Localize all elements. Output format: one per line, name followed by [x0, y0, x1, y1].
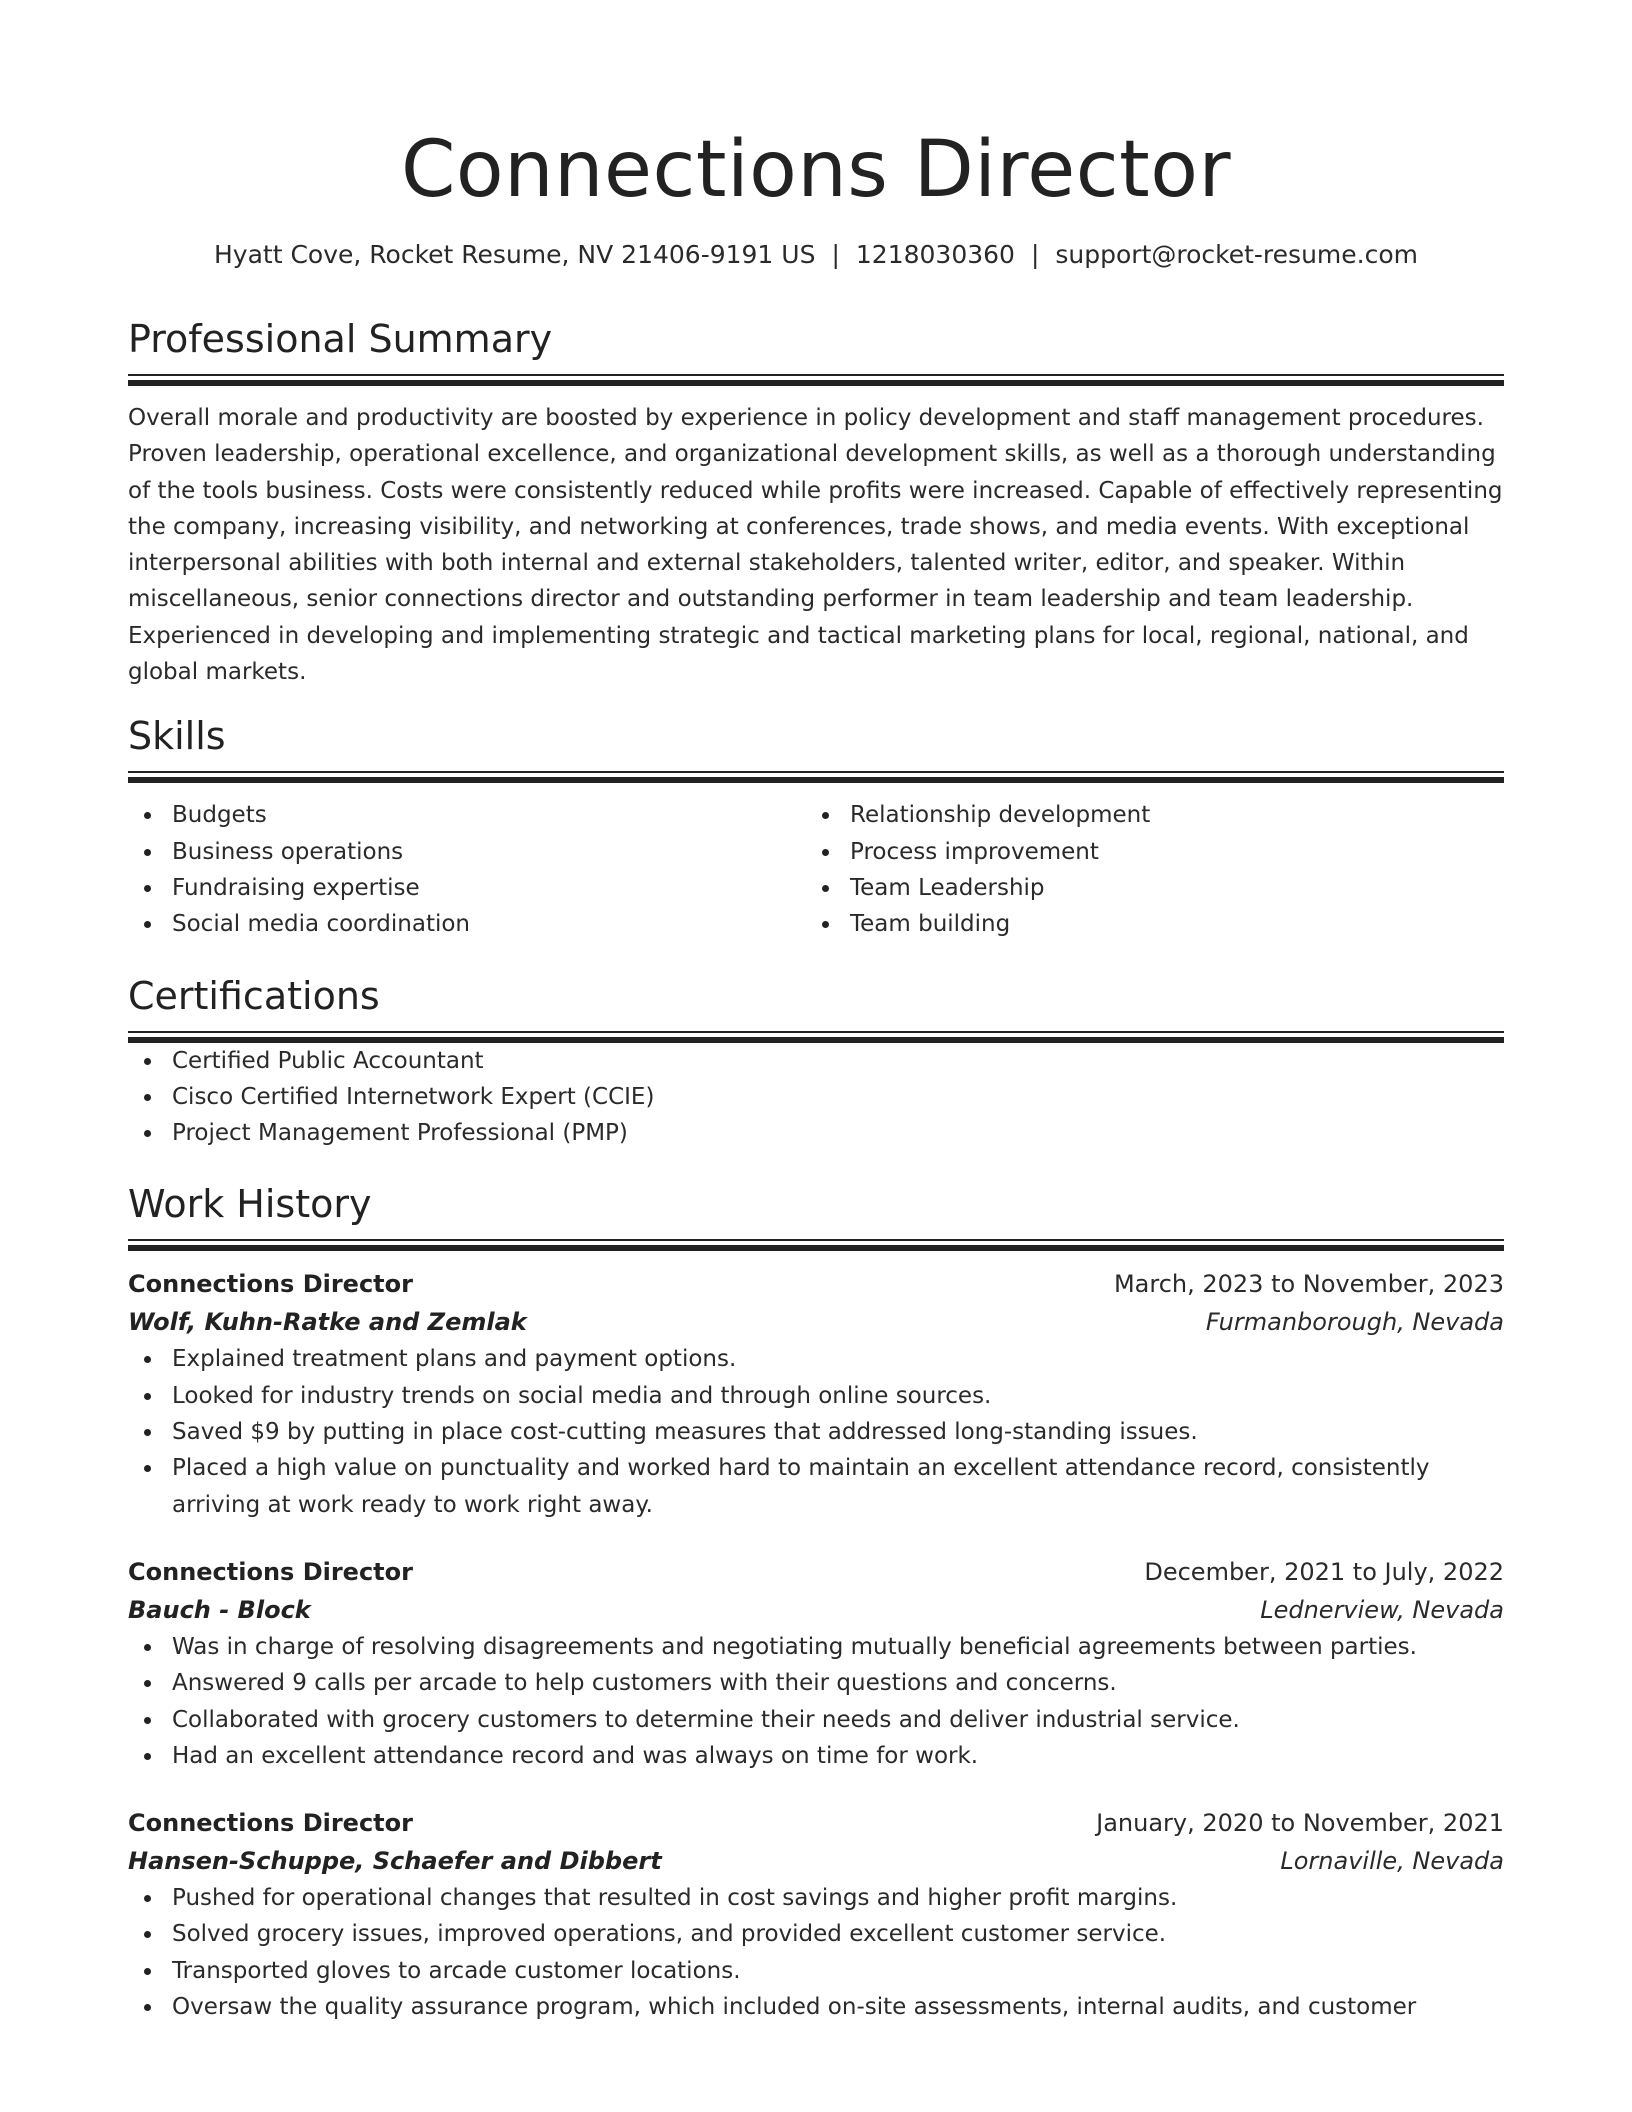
resume-page [128, 0, 1504, 2025]
work-history-heading: Work History [128, 1182, 372, 1227]
job-company-row [128, 1303, 1504, 1341]
certification-item: Project Management Professional (PMP) [128, 1115, 1504, 1151]
job-dates: December, 2021 to July, 2022 [1144, 1557, 1504, 1586]
skill-item: Team building [806, 906, 1484, 942]
skills-list-right [806, 797, 1484, 942]
certifications-heading: Certifications [128, 973, 380, 1018]
job-header-row [128, 1553, 1504, 1591]
job-duty-item: Was in charge of resolving disagreements and negotiating mutually beneficial agreements between parties. [128, 1629, 1504, 1665]
section-divider [128, 1031, 1504, 1043]
job-duty-item: Looked for industry trends on social media and through online sources. [128, 1378, 1504, 1414]
section-divider [128, 1239, 1504, 1251]
job-duty-item: Had an excellent attendance record and was always on time for work. [128, 1738, 1504, 1774]
job-duties-list [128, 1880, 1504, 2025]
job-duty-item: Solved grocery issues, improved operations, and provided excellent customer service. [128, 1916, 1504, 1952]
skills-grid [128, 797, 1504, 942]
skills-list-left [128, 797, 806, 942]
job-dates: January, 2020 to November, 2021 [1096, 1809, 1504, 1838]
candidate-name: Connections Director [400, 125, 1232, 215]
contact-address: Hyatt Cove, Rocket Resume, NV 21406-9191 US [214, 240, 816, 269]
section-divider [128, 771, 1504, 783]
job-company-row [128, 1842, 1504, 1880]
contact-separator: | [831, 240, 840, 269]
job-entry [128, 1265, 1504, 1522]
certification-item: Cisco Certified Internetwork Expert (CCIE) [128, 1079, 1504, 1115]
skill-item: Fundraising expertise [128, 870, 806, 906]
summary-section [128, 316, 1504, 690]
contact-phone: 1218030360 [855, 240, 1015, 269]
job-header-row [128, 1804, 1504, 1842]
skill-item: Team Leadership [806, 870, 1484, 906]
summary-text: Overall morale and productivity are boosted by experience in policy development and staff management procedures. Proven leadership, operational excellence, and organizational development skills, as well as a thorough understanding of the tools business. Costs were consistently reduced while profits were increased. Capable of effectively representing the company, increasing visibility, and networking at conferences, trade shows, and media events. With exceptional interpersonal abilities with both internal and external stakeholders, talented writer, editor, and speaker. Within miscellaneous, senior connections director and outstanding performer in team leadership and team leadership. Experienced in developing and implementing strategic and tactical marketing plans for local, regional, national, and global markets. [128, 405, 1503, 686]
job-location: Lednerview, Nevada [1260, 1595, 1504, 1624]
job-title: Connections Director [128, 1809, 413, 1838]
skill-item: Budgets [128, 797, 806, 833]
skills-heading: Skills [128, 714, 226, 759]
summary-heading: Professional Summary [128, 317, 553, 361]
job-entry [128, 1804, 1504, 2025]
job-header-row [128, 1265, 1504, 1303]
contact-email[interactable]: support@rocket-resume.com [1055, 240, 1418, 269]
skill-item: Social media coordination [128, 906, 806, 942]
job-location: Furmanborough, Nevada [1205, 1308, 1504, 1337]
job-duties-list [128, 1629, 1504, 1774]
job-duties-list [128, 1341, 1504, 1522]
contact-separator: | [1030, 240, 1040, 269]
certifications-list [128, 1043, 1504, 1152]
skill-item: Process improvement [806, 834, 1484, 870]
job-company-row [128, 1591, 1504, 1629]
work-history-section [128, 1181, 1504, 2025]
job-title: Connections Director [128, 1270, 413, 1299]
job-location: Lornaville, Nevada [1280, 1847, 1504, 1876]
job-dates: March, 2023 to November, 2023 [1113, 1270, 1504, 1299]
job-title: Connections Director [128, 1557, 413, 1586]
job-company: Wolf, Kuhn-Ratke and Zemlak [128, 1308, 527, 1337]
skill-item: Business operations [128, 834, 806, 870]
section-divider [128, 374, 1504, 386]
job-duty-item: Explained treatment plans and payment options. [128, 1341, 1504, 1377]
job-duty-item: Placed a high value on punctuality and worked hard to maintain an excellent attendance record, consistently arriving at work ready to work right away. [128, 1450, 1504, 1523]
job-duty-item: Oversaw the quality assurance program, which included on-site assessments, internal audits, and customer [128, 1989, 1504, 2025]
job-duty-item: Collaborated with grocery customers to determine their needs and deliver industrial service. [128, 1702, 1504, 1738]
job-duty-item: Saved $9 by putting in place cost-cutting measures that addressed long-standing issues. [128, 1414, 1504, 1450]
certification-item: Certified Public Accountant [128, 1043, 1504, 1079]
job-company: Bauch - Block [128, 1595, 311, 1624]
skills-section [128, 713, 1504, 942]
contact-line [128, 238, 1504, 272]
job-entry [128, 1553, 1504, 1774]
job-duty-item: Transported gloves to arcade customer locations. [128, 1953, 1504, 1989]
job-duty-item: Pushed for operational changes that resulted in cost savings and higher profit margins. [128, 1880, 1504, 1916]
job-duty-item: Answered 9 calls per arcade to help customers with their questions and concerns. [128, 1665, 1504, 1701]
job-company: Hansen-Schuppe, Schaefer and Dibbert [128, 1847, 662, 1876]
skill-item: Relationship development [806, 797, 1484, 833]
certifications-section [128, 973, 1504, 1152]
